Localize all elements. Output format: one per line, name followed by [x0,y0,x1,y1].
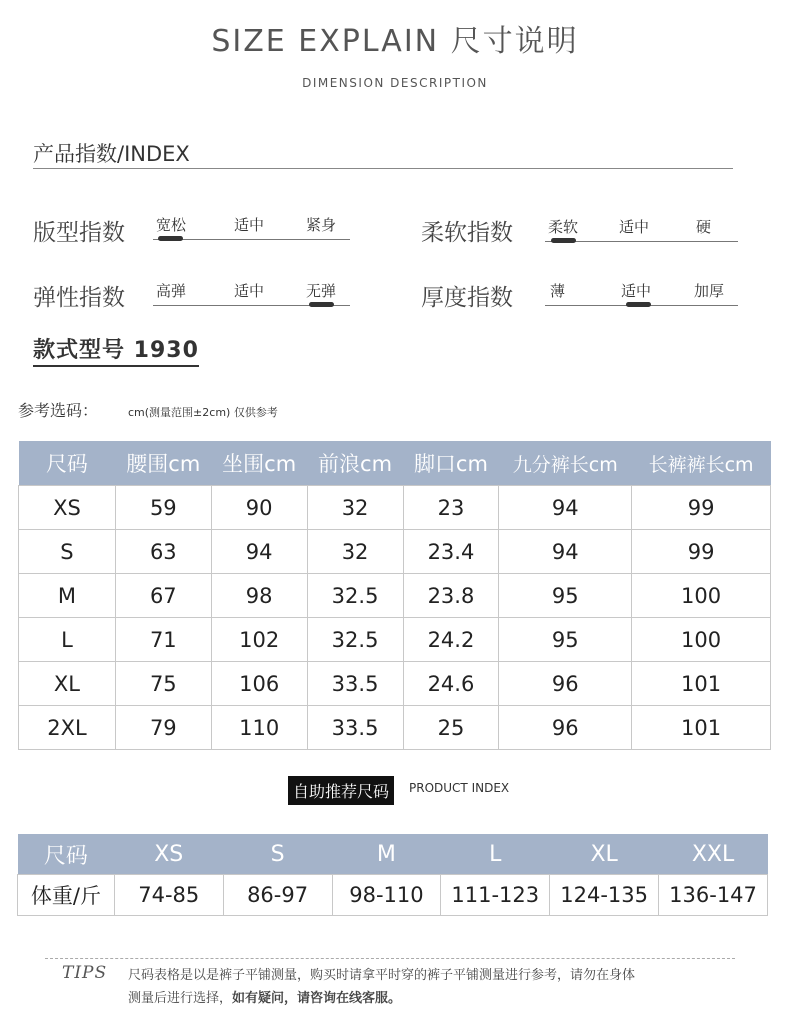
header-size: 尺码 [18,834,115,875]
table-cell: 2XL [19,706,116,750]
table-cell: 33.5 [307,662,403,706]
softness-option-soft: 柔软 [548,218,579,236]
tips-line-1: 尺码表格是以是裤子平铺测量，购买时请拿平时穿的裤子平铺测量进行参考，请勿在身体 [128,968,636,983]
table-cell: M [19,574,116,618]
table-cell: 79 [115,706,211,750]
tips-line-2 [128,987,748,1010]
table-cell: 99 [632,530,771,574]
fit-option-loose: 宽松 [156,216,187,234]
header-xl: XL [550,834,659,875]
model-number: 款式型号 1930 [33,337,199,367]
header-l: L [441,834,550,875]
table-cell: 24.2 [403,618,499,662]
header-front-rise: 前浪cm [307,441,403,486]
page-title: SIZE EXPLAIN 尺寸说明 [211,24,579,59]
table-cell: 71 [115,618,211,662]
header-cropped-length: 九分裤长cm [499,441,632,486]
table-cell: 98 [211,574,307,618]
selected-marker [626,302,651,307]
table-cell: 136-147 [659,875,768,916]
softness-index-scale [545,216,738,246]
table-cell: 67 [115,574,211,618]
table-cell: XS [19,486,116,530]
thickness-option-thick: 加厚 [694,282,725,300]
table-cell: 94 [499,530,632,574]
table-cell: 体重/斤 [18,875,115,916]
thickness-option-regular: 适中 [621,282,652,300]
table-cell: 32.5 [307,618,403,662]
header-waist: 腰围cm [115,441,211,486]
softness-index-label: 柔软指数 [421,220,513,246]
table-cell: 25 [403,706,499,750]
table-row [19,618,771,662]
elasticity-index-label: 弹性指数 [33,285,125,311]
table-cell: L [19,618,116,662]
header-leg-opening: 脚口cm [403,441,499,486]
table-row [19,486,771,530]
header-m: M [332,834,441,875]
table-row [19,706,771,750]
fit-index-scale [153,214,350,244]
table-cell: 33.5 [307,706,403,750]
header-xxl: XXL [659,834,768,875]
header-s: S [223,834,332,875]
fit-option-slim: 紧身 [306,216,337,234]
elasticity-option-high: 高弹 [156,282,187,300]
recommend-sublabel: PRODUCT INDEX [409,781,510,795]
weight-table-header [18,834,768,875]
elasticity-option-regular: 适中 [234,282,265,300]
table-row [18,875,768,916]
size-table-header [19,441,771,486]
header-hip: 坐围cm [211,441,307,486]
table-cell: 96 [499,662,632,706]
table-cell: 106 [211,662,307,706]
fit-index-label: 版型指数 [33,220,125,246]
fit-option-regular: 适中 [234,216,265,234]
table-cell: 110 [211,706,307,750]
table-cell: 32 [307,486,403,530]
table-cell: 101 [632,662,771,706]
table-cell: 100 [632,618,771,662]
table-cell: 94 [499,486,632,530]
page-subtitle: DIMENSION DESCRIPTION [302,76,488,90]
table-cell: 90 [211,486,307,530]
softness-option-regular: 适中 [619,218,650,236]
table-row [19,662,771,706]
selected-marker [309,302,334,307]
table-cell: 23.4 [403,530,499,574]
reference-label: 参考选码： [18,401,99,420]
table-cell: 32.5 [307,574,403,618]
tips-text [128,964,748,1010]
table-cell: 63 [115,530,211,574]
weight-table [17,834,768,916]
table-cell: 95 [499,618,632,662]
table-row [19,574,771,618]
recommend-size-label: 自助推荐尺码 [288,776,394,805]
table-cell: 24.6 [403,662,499,706]
table-cell: 98-110 [332,875,441,916]
header-xs: XS [114,834,223,875]
table-cell: 124-135 [550,875,659,916]
header-size: 尺码 [19,441,116,486]
table-cell: 86-97 [223,875,332,916]
table-cell: 23 [403,486,499,530]
thickness-index-scale [545,280,738,310]
divider [45,958,735,959]
header-full-length: 长裤裤长cm [632,441,771,486]
table-cell: 32 [307,530,403,574]
size-table [18,441,771,750]
product-index-heading: 产品指数/INDEX [33,142,190,166]
selected-marker [158,236,183,241]
table-cell: 23.8 [403,574,499,618]
table-cell: 59 [115,486,211,530]
tips-line-2b: 如有疑问，请咨询在线客服。 [232,991,402,1006]
table-cell: 96 [499,706,632,750]
divider [33,168,733,169]
softness-option-hard: 硬 [696,218,712,236]
table-cell: S [19,530,116,574]
table-cell: 101 [632,706,771,750]
table-cell: 99 [632,486,771,530]
elasticity-option-none: 无弹 [306,282,337,300]
thickness-index-label: 厚度指数 [421,285,513,311]
table-cell: 102 [211,618,307,662]
thickness-option-thin: 薄 [550,282,566,300]
table-row [19,530,771,574]
table-cell: 111-123 [441,875,550,916]
elasticity-index-scale [153,280,350,310]
table-cell: 100 [632,574,771,618]
tips-line-2a: 测量后进行选择， [128,991,233,1006]
table-cell: 75 [115,662,211,706]
reference-note: cm(测量范围±2cm) 仅供参考 [128,406,278,419]
table-cell: 74-85 [114,875,223,916]
table-cell: 94 [211,530,307,574]
selected-marker [551,238,576,243]
table-cell: 95 [499,574,632,618]
table-cell: XL [19,662,116,706]
tips-tag: TIPS [62,963,108,983]
